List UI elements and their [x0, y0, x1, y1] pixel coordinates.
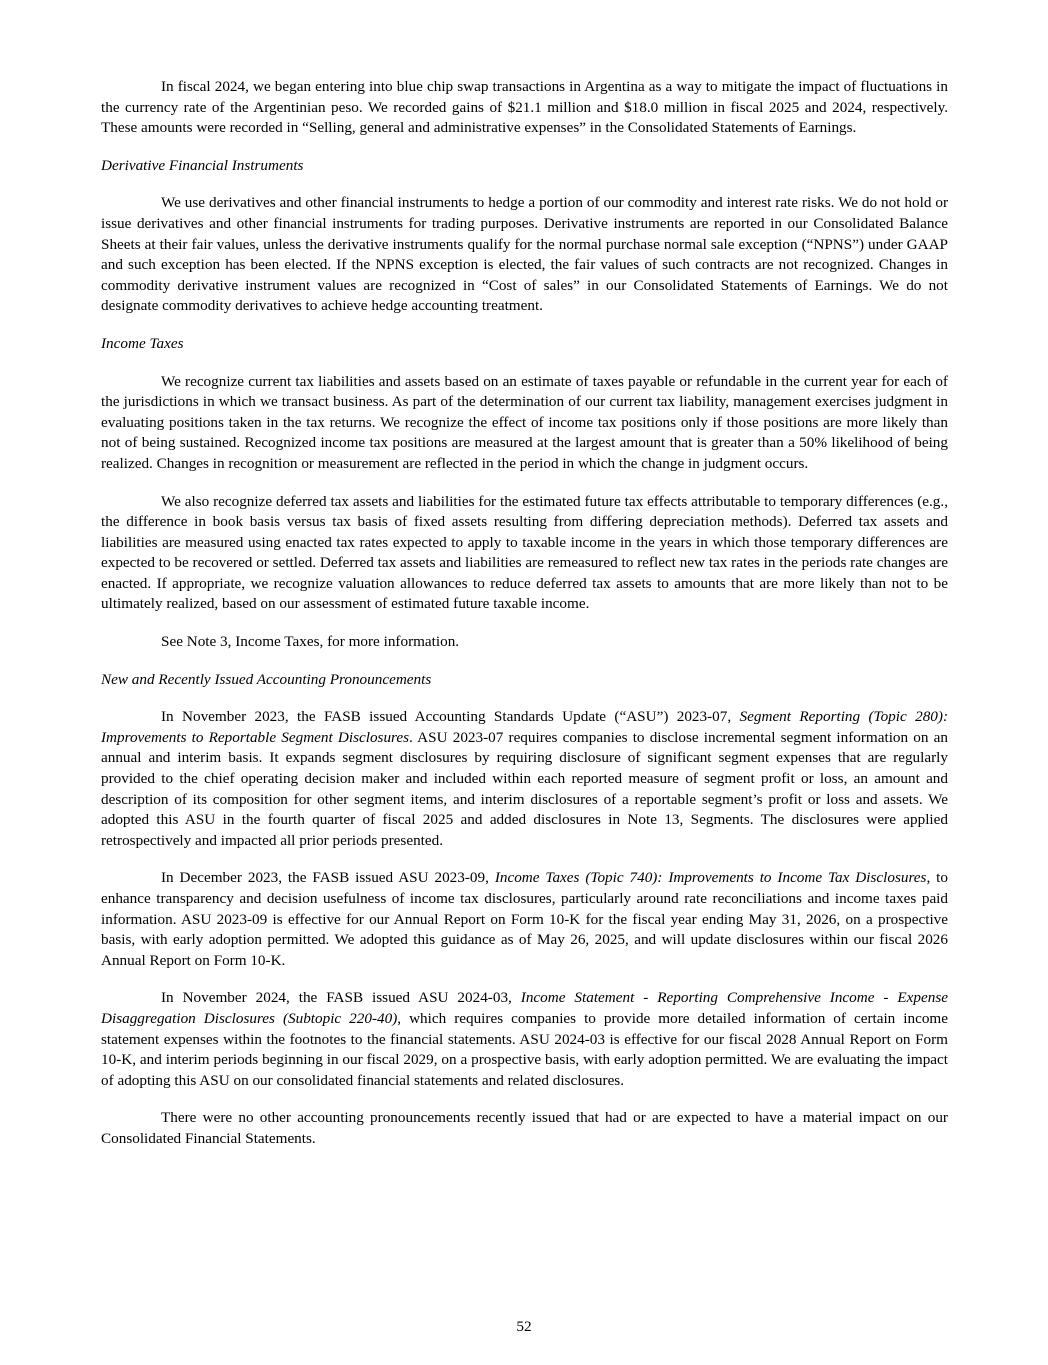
asu-2024-03-body: , which requires companies to provide more detailed information of certain income statement expenses within the footnotes to the financial statements. ASU 2024-03 is effective for our fiscal 2028 Annual Report on Form 10-K, and interim periods beginning in our fiscal 2029, on a prospective basis, with early adoption permitted. We are evaluating the impact of adopting this ASU on our consolidated financial statements and related disclosures. [101, 1009, 948, 1089]
asu-2023-07-paragraph [101, 707, 948, 851]
derivatives-heading: Derivative Financial Instruments [101, 156, 304, 174]
asu-2024-03-paragraph [101, 988, 948, 1091]
pronouncements-heading: New and Recently Issued Accounting Pronouncements [101, 670, 432, 688]
asu-2023-07-body: . ASU 2023-07 requires companies to disclose incremental segment information on an annual and interim basis. It expands segment disclosures by requiring disclosure of significant segment expenses that are regularly provided to the chief operating decision maker and included within each reported measure of segment profit or loss, an amount and description of its composition for other segment items, and interim disclosures of a reportable segment’s profit or loss and assets. We adopted this ASU in the fourth quarter of fiscal 2025 and added disclosures in Note 13, Segments. The disclosures were applied retrospectively and impacted all prior periods presented. [101, 728, 948, 849]
asu-2023-07-intro: In November 2023, the FASB issued Accounting Standards Update (“ASU”) 2023-07, [161, 708, 740, 726]
asu-2023-09-title: Income Taxes (Topic 740): Improvements to Income Tax Disclosures [494, 869, 927, 887]
see-note-3-paragraph: See Note 3, Income Taxes, for more information. [161, 633, 460, 651]
asu-2023-09-body: , to enhance transparency and decision usefulness of income tax disclosures, particularly around rate reconciliations and income taxes paid information. ASU 2023-09 is effective for our Annual Report on Form 10-K for the fiscal year ending May 31, 2026, on a prospective basis, with early adoption permitted. We adopted this guidance as of May 26, 2025, and will update disclosures within our fiscal 2026 Annual Report on Form 10-K. [101, 869, 948, 969]
asu-2023-09-paragraph [101, 868, 948, 971]
document-page [101, 77, 948, 1167]
asu-2023-07-title: Segment Reporting (Topic 280): Improvements to Reportable Segment Disclosures [101, 708, 948, 746]
asu-2024-03-intro: In November 2024, the FASB issued ASU 2024-03, [161, 989, 521, 1007]
asu-2024-03-title: Income Statement - Reporting Comprehensive Income - Expense Disaggregation Disclosures (Subtopic 220-40) [101, 989, 948, 1027]
asu-2023-09-intro: In December 2023, the FASB issued ASU 2023-09, [161, 869, 495, 887]
page-number: 52 [516, 1318, 532, 1335]
no-other-pronouncements-paragraph: There were no other accounting pronouncements recently issued that had or are expected to have a material impact on our Consolidated Financial Statements. [101, 1109, 948, 1147]
income-taxes-paragraph-1: We recognize current tax liabilities and assets based on an estimate of taxes payable or refundable in the current year for each of the jurisdictions in which we transact business. As part of the determination of our current tax liability, management exercises judgment in evaluating positions taken in the tax returns. We recognize the effect of income tax positions only if those positions are more likely than not of being sustained. Recognized income tax positions are measured at the largest amount that is greater than a 50% likelihood of being realized. Changes in recognition or measurement are reflected in the period in which the change in judgment occurs. [101, 372, 948, 472]
blue-chip-swap-paragraph: In fiscal 2024, we began entering into blue chip swap transactions in Argentina as a way to mitigate the impact of fluctuations in the currency rate of the Argentinian peso. We recorded gains of $21.1 million and $18.0 million in fiscal 2025 and 2024, respectively. These amounts were recorded in “Selling, general and administrative expenses” in the Consolidated Statements of Earnings. [101, 78, 948, 137]
income-taxes-paragraph-2: We also recognize deferred tax assets and liabilities for the estimated future tax effects attributable to temporary differences (e.g., the difference in book basis versus tax basis of fixed assets resulting from differing depreciation methods). Deferred tax assets and liabilities are measured using enacted tax rates expected to apply to taxable income in the years in which those temporary differences are expected to be recovered or settled. Deferred tax assets and liabilities are remeasured to reflect new tax rates in the periods rate changes are enacted. If appropriate, we recognize valuation allowances to reduce deferred tax assets to amounts that are more likely than not to be ultimately realized, based on our assessment of estimated future taxable income. [101, 492, 948, 613]
derivatives-paragraph: We use derivatives and other financial instruments to hedge a portion of our commodity and interest rate risks. We do not hold or issue derivatives and other financial instruments for trading purposes. Derivative instruments are reported in our Consolidated Balance Sheets at their fair values, unless the derivative instruments qualify for the normal purchase normal sale exception (“NPNS”) under GAAP and such exception has been elected. If the NPNS exception is elected, the fair values of such contracts are not recognized. Changes in commodity derivative instrument values are recognized in “Cost of sales” in our Consolidated Statements of Earnings. We do not designate commodity derivatives to achieve hedge accounting treatment. [101, 194, 948, 315]
income-taxes-heading: Income Taxes [101, 334, 184, 352]
